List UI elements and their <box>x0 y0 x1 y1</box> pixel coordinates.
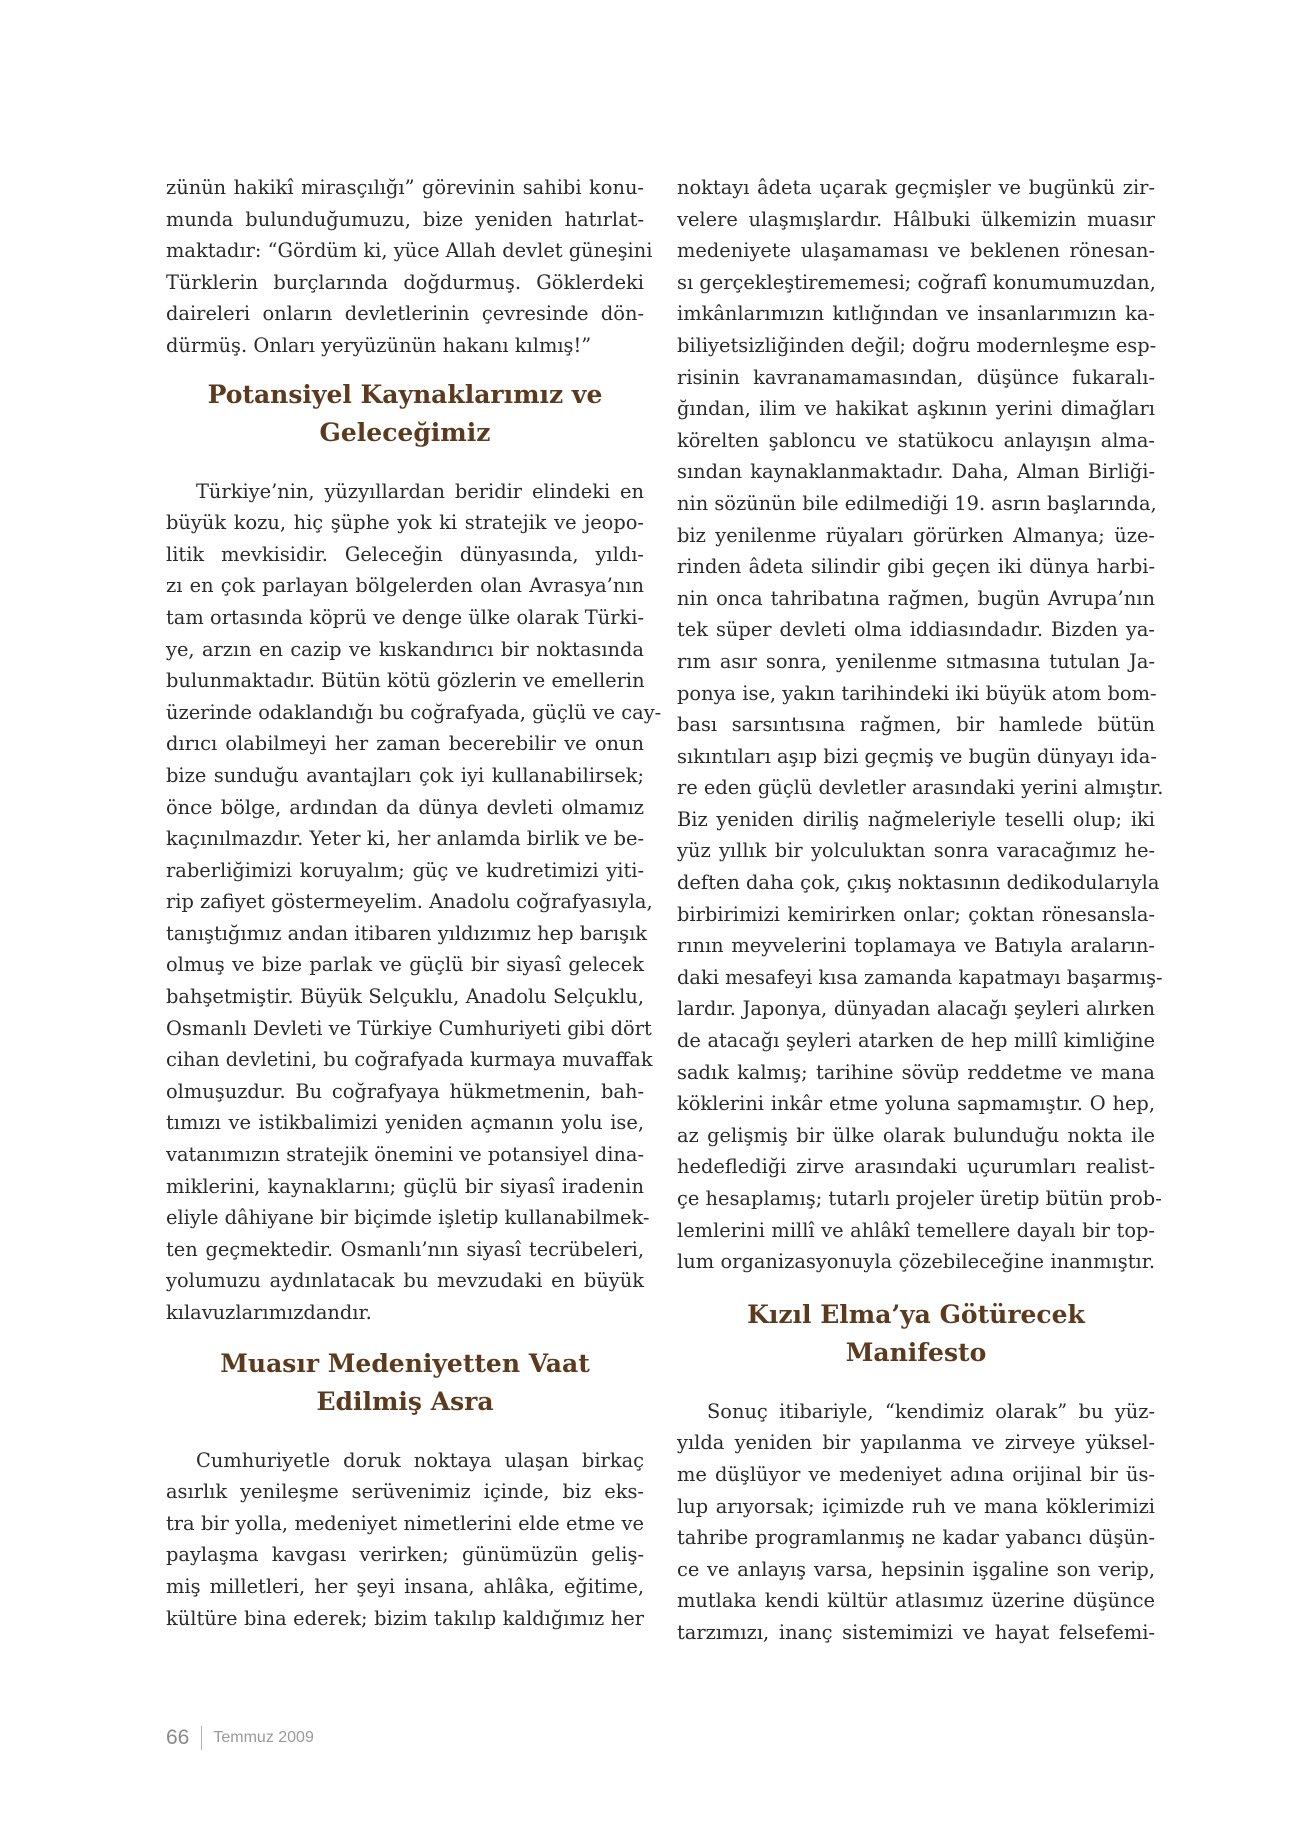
right-column <box>677 172 1164 1649</box>
text-line: tam ortasında köprü ve denge ülke olarak Türki- <box>166 605 644 629</box>
text-line: vatanımızın stratejik önemini ve potansiyel dina- <box>166 1143 644 1167</box>
text-line: körelten şabloncu ve statükocu anlayışın alma- <box>677 428 1155 452</box>
text-line: bulunmaktadır. Bütün kötü gözlerin ve emellerin <box>166 669 645 693</box>
issue-date: Temmuz 2009 <box>213 1729 314 1746</box>
text-line: litik mevkisidir. Geleceğin dünyasında, yıldı- <box>166 542 644 566</box>
text-line: paylaşma kavgası verirken; günümüzün geliş- <box>166 1543 644 1567</box>
text-line: Cumhuriyetle doruk noktaya ulaşan birkaç <box>196 1448 644 1472</box>
text-line: tarzımızı, inanç sistemimizi ve hayat felsefemi- <box>677 1620 1155 1644</box>
text-line: Türklerin burçlarında doğdurmuş. Göklerdeki <box>166 270 644 294</box>
text-line: cihan devletini, bu coğrafyada kurmaya muvaffak <box>166 1048 653 1072</box>
text-line: Osmanlı Devleti ve Türkiye Cumhuriyeti gibi dört <box>166 1016 652 1040</box>
text-line: birbirimizi kemirirken onlar; çoktan rönesansla- <box>677 902 1155 926</box>
paragraph-manifesto <box>677 1396 1155 1649</box>
text-line: tra bir yolla, medeniyet nimetlerini elde etme ve <box>166 1511 644 1535</box>
footer-divider <box>201 1726 202 1750</box>
text-line: tek süper devleti olma iddiasındadır. Bizden ya- <box>677 618 1155 642</box>
text-line: miş milletleri, her şeyi insana, ahlâka, eğitime, <box>166 1574 644 1598</box>
text-line: lum organizasyonuyla çözebileceğine inanmıştır. <box>677 1250 1155 1274</box>
text-line: raberliğimizi koruyalım; güç ve kudretimizi yiti- <box>166 858 644 882</box>
text-line: asırlık yenileşme serüvenimiz içinde, biz eks- <box>166 1480 644 1504</box>
text-line: re eden güçlü devletler arasındaki yerini almıştır. <box>677 776 1164 800</box>
text-line: zı en çok parlayan bölgelerden olan Avrasya’nın <box>166 574 644 598</box>
text-line: ye, arzın en cazip ve kıskandırıcı bir noktasında <box>166 637 644 661</box>
text-line: az gelişmiş bir ülke olarak bulunduğu nokta ile <box>677 1123 1155 1147</box>
text-line: Sonuç itibariyle, “kendimiz olarak” bu yüz- <box>707 1399 1155 1423</box>
text-line: yılda yeniden bir yapılanma ve zirveye yüksel- <box>677 1431 1155 1455</box>
text-line: köklerini inkâr etme yoluna sapmamıştır. O hep, <box>677 1092 1155 1116</box>
text-line: bahşetmiştir. Büyük Selçuklu, Anadolu Selçuklu, <box>166 985 644 1009</box>
text-line: ponya ise, yakın tarihindeki iki büyük atom bom- <box>677 681 1157 705</box>
heading-line: Edilmiş Asra <box>316 1386 494 1416</box>
text-line: büyük kozu, hiç şüphe yok ki stratejik ve jeopo- <box>166 511 644 535</box>
text-line: risinin kavranamamasından, düşünce fukaralı- <box>677 365 1155 389</box>
heading-line: Manifesto <box>845 1337 987 1367</box>
text-line: tımızı ve istikbalimizi yeniden açmanın yolu ise, <box>166 1111 644 1135</box>
page-footer <box>166 1726 314 1750</box>
heading-line: Muasır Medeniyetten Vaat <box>220 1348 590 1378</box>
text-line: olmuşuzdur. Bu coğrafyaya hükmetmenin, bah- <box>166 1079 644 1103</box>
text-line: daki mesafeyi kısa zamanda kapatmayı başarmış- <box>677 965 1163 989</box>
text-line: ten geçmektedir. Osmanlı’nın siyasî tecrübeleri, <box>166 1237 644 1261</box>
text-line: lardır. Japonya, dünyadan alacağı şeyleri alırken <box>677 997 1155 1021</box>
text-line: hedeflediği zirve arasındaki uçurumları realist- <box>677 1155 1155 1179</box>
text-line: lup arıyorsak; içimizde ruh ve mana köklerimizi <box>677 1494 1155 1518</box>
text-line: kaçınılmazdır. Yeter ki, her anlamda birlik ve be- <box>166 827 645 851</box>
text-line: maktadır: “Gördüm ki, yüce Allah devlet güneşini <box>166 239 653 263</box>
text-line: Biz yeniden diriliş nağmeleriyle teselli olup; iki <box>677 807 1155 831</box>
text-line: rım asır sonra, yenilenme sıtmasına tutulan Ja- <box>677 649 1155 673</box>
text-line: olmuş ve bize parlak ve güçlü bir siyasî gelecek <box>166 953 644 977</box>
paragraph-continued <box>677 172 1164 1278</box>
text-line: çe hesaplamış; tutarlı projeler üretip bütün prob- <box>677 1187 1162 1210</box>
text-line: dırıcı olabilmeyi her zaman becerebilir ve onun <box>166 732 644 756</box>
paragraph-muasir <box>166 1445 644 1635</box>
text-line: kılavuzlarımızdandır. <box>166 1301 372 1324</box>
text-line: ce ve anlayış varsa, hepsinin işgaline son verip, <box>677 1557 1155 1581</box>
text-line: üzerinde odaklandığı bu coğrafyada, güçlü ve cay- <box>166 700 662 724</box>
section-heading-muasir <box>166 1345 644 1421</box>
text-line: rip zafiyet göstermeyelim. Anadolu coğrafyasıyla, <box>166 890 653 914</box>
text-line: mutlaka kendi kültür atlasımız üzerine düşünce <box>677 1589 1155 1613</box>
text-line: munda bulunduğumuzu, bize yeniden hatırlat- <box>166 207 644 231</box>
text-line: medeniyete ulaşamaması ve beklenen rönesan- <box>677 239 1155 263</box>
text-line: sıkıntıları aşıp bizi geçmiş ve bugün dünyayı ida- <box>677 744 1157 768</box>
text-line: deften daha çok, çıkış noktasının dedikodularıyla <box>677 871 1160 895</box>
text-line: miklerini, kaynaklarını; güçlü bir siyasî iradenin <box>166 1174 644 1198</box>
text-line: daireleri onların devletlerinin çevresinde dön- <box>166 302 644 326</box>
heading-line: Kızıl Elma’ya Götürecek <box>747 1299 1085 1329</box>
text-line: rının meyvelerini toplamaya ve Batıyla araların- <box>677 934 1155 958</box>
text-line: nin sözünün bile edilmediği 19. asrın başlarında, <box>677 491 1157 515</box>
text-line: yolumuzu aydınlatacak bu mevzudaki en büyük <box>166 1269 644 1293</box>
text-line: zünün hakikî mirasçılığı” görevinin sahibi konu- <box>166 176 644 199</box>
text-line: Türkiye’nin, yüzyıllardan beridir elindeki en <box>196 479 644 503</box>
heading-line: Potansiyel Kaynaklarımız ve <box>207 379 603 409</box>
section-heading-potansiyel <box>166 376 644 452</box>
heading-line: Geleceğimiz <box>319 417 491 447</box>
text-line: imkânlarımızın kıtlığından ve insanlarımızın ka- <box>677 302 1155 326</box>
text-line: noktayı âdeta uçarak geçmişler ve bugünkü zir- <box>677 176 1155 199</box>
page-number: 66 <box>166 1726 190 1749</box>
text-line: önce bölge, ardından da dünya devleti olmamız <box>166 795 644 819</box>
text-line: eliyle dâhiyane bir biçimde işletip kullanabilmek- <box>166 1206 650 1230</box>
section-heading-kizil-elma <box>677 1296 1155 1372</box>
text-line: biz yenilenme rüyaları görürken Almanya; üze- <box>677 523 1155 547</box>
text-line: rinden âdeta silindir gibi geçen iki dünya harbi- <box>677 555 1155 579</box>
text-line: sı gerçekleştirememesi; coğrafî konumumuzdan, <box>677 270 1156 294</box>
text-line: de atacağı şeyleri atarken de hep millî kimliğine <box>677 1029 1155 1053</box>
text-line: ğından, ilim ve hakikat aşkının yerini dimağları <box>677 397 1155 421</box>
text-line: kültüre bina ederek; bizim takılıp kaldığımız her <box>166 1606 644 1630</box>
text-line: dürmüş. Onları yeryüzünün hakanı kılmış!” <box>166 333 592 357</box>
text-line: me düşlüyor ve medeniyet adına orijinal bir üs- <box>677 1462 1155 1486</box>
text-line: sadık kalmış; tarihine sövüp reddetme ve mana <box>677 1060 1155 1084</box>
text-line: velere ulaşmışlardır. Hâlbuki ülkemizin muasır <box>677 207 1155 231</box>
text-line: lemlerini millî ve ahlâkî temellere dayalı bir top- <box>677 1218 1155 1242</box>
text-line: biliyetsizliğinden değil; doğru modernleşme esp- <box>677 333 1157 357</box>
intro-paragraph <box>166 172 653 362</box>
left-column <box>166 172 662 1634</box>
text-line: sından kaynaklanmaktadır. Daha, Alman Birliği- <box>677 460 1155 484</box>
text-line: tanıştığımız andan itibaren yıldızımız hep barışık <box>166 921 648 945</box>
text-line: tahribe programlanmış ne kadar yabancı düşün- <box>677 1526 1155 1550</box>
text-line: bize sunduğu avantajları çok iyi kullanabilirsek; <box>166 763 644 787</box>
text-line: nin onca tahribatına rağmen, bugün Avrupa’nın <box>677 586 1155 610</box>
paragraph-potansiyel <box>166 476 662 1329</box>
text-line: yüz yıllık bir yolculuktan sonra varacağımız he- <box>677 839 1155 863</box>
text-line: bası sarsıntısına rağmen, bir hamlede bütün <box>677 713 1155 737</box>
